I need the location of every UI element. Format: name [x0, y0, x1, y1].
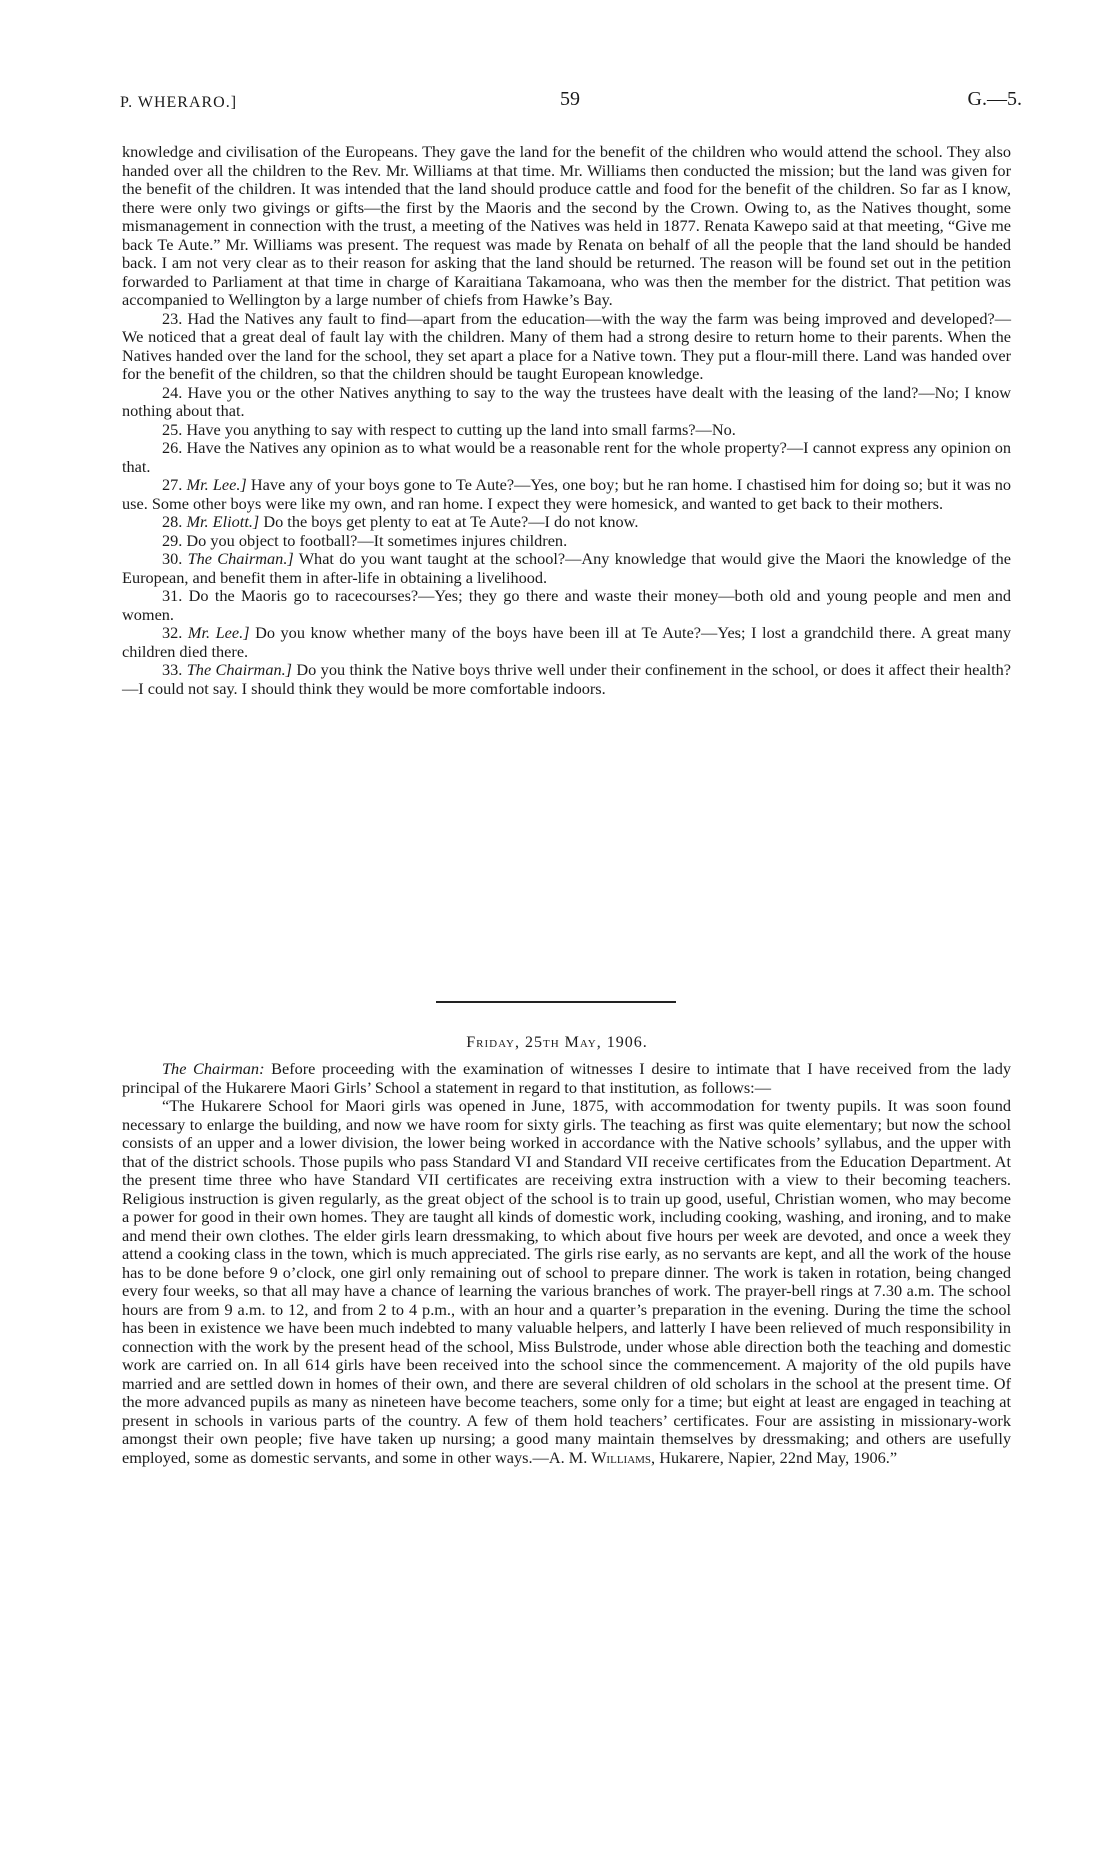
- question-24: 24. Have you or the other Natives anything to say to the way the trustees have dealt with the leasing of the land?—No; I know nothing about that.: [122, 382, 1011, 420]
- question-text: Do you know whether many of the boys have been ill at Te Aute?—Yes; I lost a grandchild there. A great many children died there.: [122, 623, 1011, 661]
- question-23: 23. Had the Natives any fault to find—apart from the education—with the way the farm was being improved and developed?—We noticed that a great deal of fault lay with the children. Many of them had a strong desire to return home to their parents. When the Natives handed over the land for the school, they set apart a place for a Native town. They put a flour-mill there. Land was handed over for the benefit of the children, so that the children should be taught European knowledge.: [122, 308, 1011, 383]
- signature-details: , Hukarere, Napier, 22nd May, 1906.”: [651, 1447, 898, 1467]
- question-31: 31. Do the Maoris go to racecourses?—Yes; they go there and waste their money—both old and young people and men and women.: [122, 586, 1011, 624]
- intro-text: Before proceeding with the examination of witnesses I desire to intimate that I have received from the lady principal of the Hukarere Maori Girls’ School a statement in regard to that institution, as follows:—: [122, 1059, 1011, 1097]
- question-29: 29. Do you object to football?—It sometimes injures children.: [162, 530, 568, 550]
- question-text: What do you want taught at the school?—Any knowledge that would give the Maori the knowledge of the European, and benefit them in after-life in obtaining a livelihood.: [122, 549, 1011, 587]
- running-header-left: P. WHERARO.]: [120, 94, 238, 111]
- speaker-name: Mr. Lee.]: [186, 475, 247, 494]
- question-number: 28.: [162, 512, 183, 531]
- question-number: 30.: [162, 549, 183, 568]
- testimony-section: [122, 143, 1011, 698]
- question-number: 32.: [162, 623, 183, 642]
- question-32: [122, 624, 1011, 661]
- speaker-name: The Chairman:: [162, 1059, 265, 1078]
- signature-name: A. M. Williams: [548, 1447, 652, 1467]
- date-heading: Friday, 25th May, 1906.: [466, 1034, 648, 1051]
- speaker-name: The Chairman.]: [186, 660, 293, 679]
- speaker-name: Mr. Lee.]: [187, 623, 250, 642]
- question-26: 26. Have the Natives any opinion as to what would be a reasonable rent for the whole property?—I cannot express any opinion on that.: [122, 438, 1011, 476]
- question-25: 25. Have you anything to say with respect to cutting up the land into small farms?—No.: [162, 419, 736, 439]
- question-33: [122, 661, 1011, 698]
- paragraph-continuation: knowledge and civilisation of the Europeans. They gave the land for the benefit of the children who would attend the school. They also handed over all the children to the Rev. Mr. Williams at that time. Mr. Williams then conducted the mission; but the land was given for the benefit of the children. It was intended that the land should produce cattle and food for the benefit of the children. So far as I know, there were only two givings or gifts—the first by the Maoris and the second by the Crown. Owing to, as the Natives thought, some mismanagement in connection with the trust, a meeting of the Natives was held in 1877. Renata Kawepo said at that meeting, “Give me back Te Aute.” Mr. Williams was present. The request was made by Renata on behalf of all the people that the land should be handed back. I am not very clear as to their reason for asking that the land should be returned. The reason will be found set out in the petition forwarded to Parliament at that time in charge of Karaitiana Takamoana, who was then the member for the district. That petition was accompanied to Wellington by a large number of chiefs from Hawke’s Bay.: [122, 142, 1011, 309]
- question-number: 33.: [162, 660, 183, 679]
- hukarere-statement: [122, 1097, 1011, 1467]
- page-number: 59: [560, 88, 580, 110]
- chairman-intro: [122, 1060, 1011, 1097]
- section-divider: [436, 1001, 676, 1003]
- document-reference: G.—5.: [967, 88, 1022, 110]
- statement-text: “The Hukarere School for Maori girls was opened in June, 1875, with accommodation for twenty pupils. It was soon found necessary to enlarge the building, and now we have room for sixty girls. The teaching as first was quite elementary; but now the school consists of an upper and a lower division, the lower being worked in accordance with the Native schools’ syllabus, and the upper with that of the district schools. Those pupils who pass Standard VI and Standard VII receive certificates from the Education Department. At the present time three who have Standard VII certificates are receiving extra instruction with a view to their becoming teachers. Religious instruction is given regularly, as the great object of the school is to train up good, useful, Christian women, who may become a power for good in their own homes. They are taught all kinds of domestic work, including cooking, washing, and ironing, and to make and mend their own clothes. The elder girls learn dressmaking, to which about five hours per week are devoted, and once a week they attend a cooking class in the town, which is much appreciated. The girls rise early, as no servants are kept, and all the work of the house has to be done before 9 o’clock, one girl only remaining out of school to prepare dinner. The work is taken in rotation, being changed every four weeks, so that all may have a chance of learning the various branches of work. The prayer-bell rings at 7.30 a.m. The school hours are from 9 a.m. to 12, and from 2 to 4 p.m., with an hour and a quarter’s preparation in the evening. During the time the school has been in existence we have been much indebted to many valuable helpers, and latterly I have been relieved of much responsibility in connection with the work by the present head of the school, Miss Bulstrode, under whose able direction both the teaching and domestic work are carried on. In all 614 girls have been received into the school since the commencement. A majority of the old pupils have married and are settled down in homes of their own, and there are several children of old scholars in the school at the present time. Of the more advanced pupils as many as nineteen have become teachers, some only for a time; but eight at least are engaged in teaching at present in schools in various parts of the country. A few of them hold teachers’ certificates. Four are assisting in missionary-work amongst their own people; five have taken up nursing; a good many maintain themselves by dressmaking; and others are usefully employed, some as domestic servants, and some in other ways.—: [122, 1096, 1011, 1467]
- question-text: Do the boys get plenty to eat at Te Aute?—I do not know.: [259, 512, 639, 531]
- speaker-name: Mr. Eliott.]: [186, 512, 260, 531]
- question-number: 27.: [162, 475, 183, 494]
- question-27: [122, 476, 1011, 513]
- statement-section: [122, 1060, 1011, 1467]
- question-text: Have any of your boys gone to Te Aute?—Yes, one boy; but he ran home. I chastised him for doing so; but it was no use. Some other boys were like my own, and ran home. I expect they were homesick, and wanted to get back to their mothers.: [122, 475, 1012, 513]
- question-text: Do you think the Native boys thrive well under their confinement in the school, or does it affect their health?—I could not say. I should think they would be more comfortable indoors.: [122, 660, 1011, 698]
- question-30: [122, 550, 1011, 587]
- question-28: [122, 513, 1011, 532]
- speaker-name: The Chairman.]: [187, 549, 294, 568]
